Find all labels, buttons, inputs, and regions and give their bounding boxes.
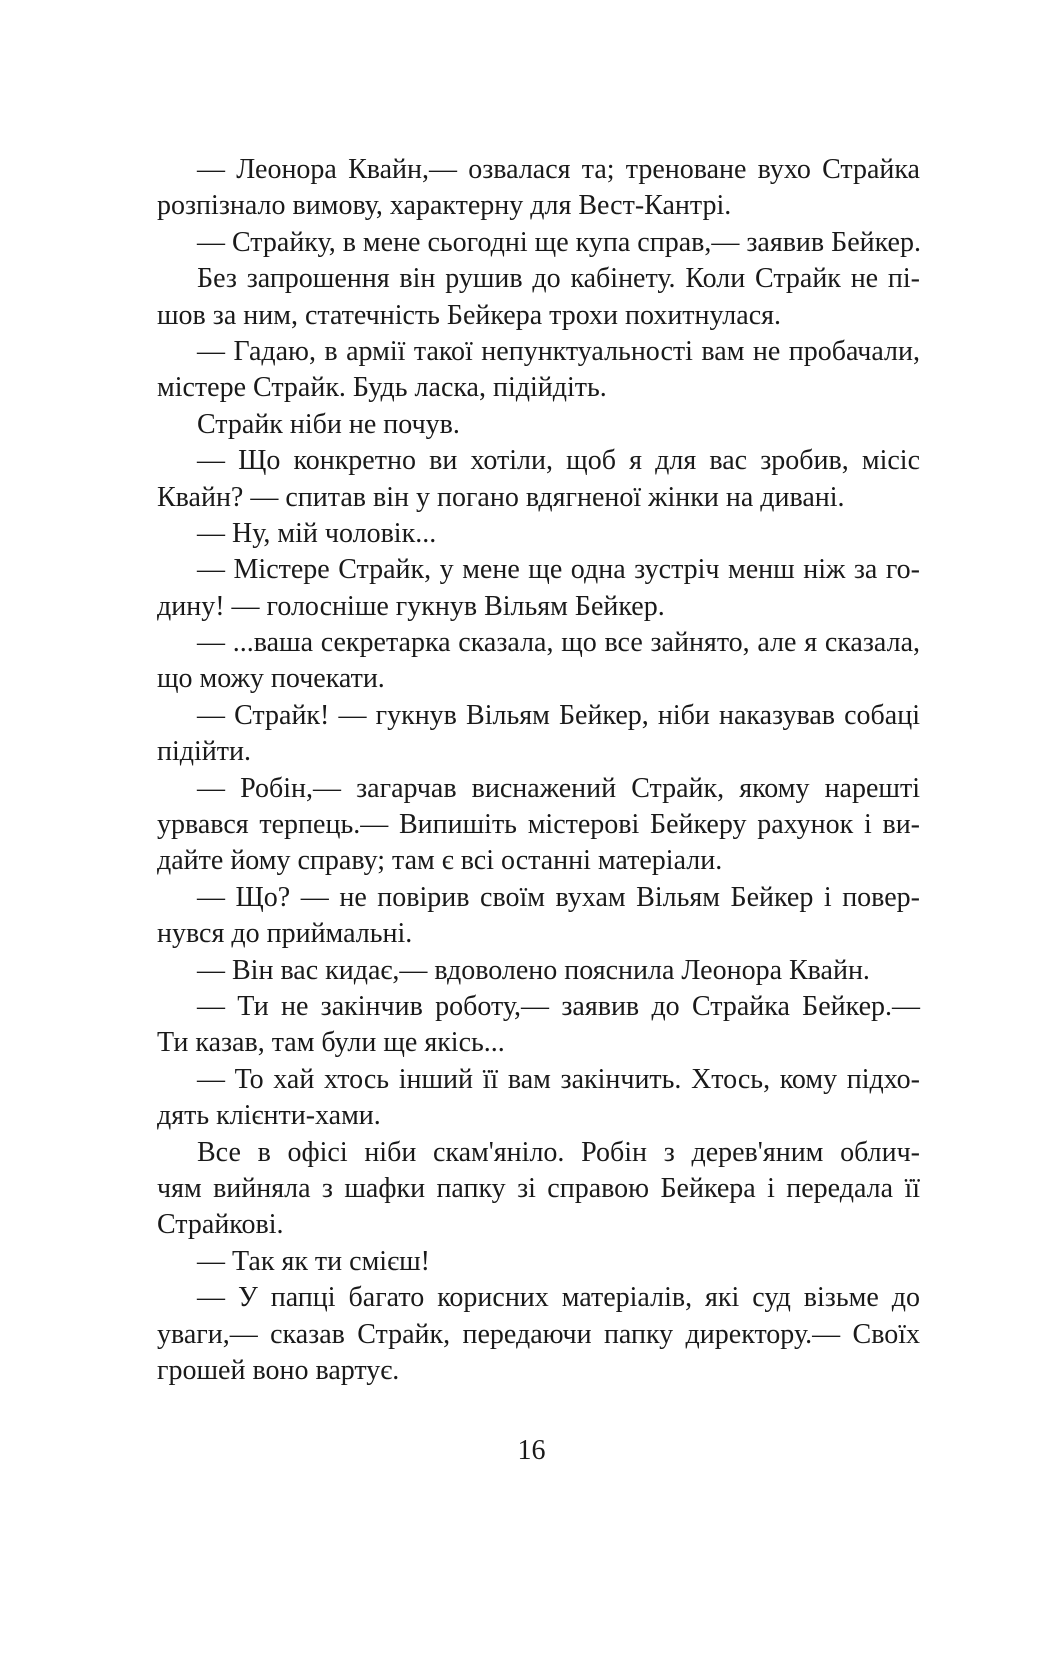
text-line: — Що? — не повірив своїм вухам Вільям Бейкер і повер- — [197, 881, 920, 913]
text-line: розпізнало вимову, характерну для Вест-Кантрі. — [157, 190, 732, 222]
text-line: Все в офісі ніби скам'яніло. Робін з дерев'яним облич- — [197, 1136, 920, 1168]
text-line: нувся до приймальні. — [157, 918, 413, 950]
text-line: — Робін,— загарчав виснажений Страйк, якому нарешті — [197, 772, 920, 804]
text-line: чям вийняла з шафки папку зі справою Бейкера і передала її — [157, 1172, 920, 1204]
text-line: — Ну, мій чоловік... — [197, 517, 437, 549]
text-line: Страйкові. — [157, 1209, 284, 1241]
text-line: підійти. — [157, 736, 251, 768]
text-line: — У папці багато корисних матеріалів, які суд візьме до — [197, 1282, 920, 1314]
text-line: — ...ваша секретарка сказала, що все зайнято, але я сказала, — [197, 627, 920, 659]
text-line: грошей воно вартує. — [157, 1354, 400, 1386]
text-line: — Гадаю, в армії такої непунктуальності вам не пробачали, — [197, 335, 920, 367]
text-line: шов за ним, статечність Бейкера трохи похитнулася. — [157, 299, 781, 331]
text-line: дину! — голосніше гукнув Вільям Бейкер. — [157, 590, 665, 622]
text-line: що можу почекати. — [157, 663, 385, 695]
text-line: — То хай хтось інший її вам закінчить. Хтось, кому підхо- — [197, 1063, 920, 1095]
text-line: урвався терпець.— Випишіть містерові Бейкеру рахунок і ви- — [157, 809, 920, 841]
text-line: Без запрошення він рушив до кабінету. Коли Страйк не пі- — [197, 263, 920, 295]
text-line: містере Страйк. Будь ласка, підійдіть. — [157, 372, 607, 404]
body-text — [157, 152, 920, 1389]
page-number: 16 — [517, 1435, 546, 1466]
text-line: уваги,— сказав Страйк, передаючи папку директору.— Своїх — [157, 1318, 920, 1350]
text-line: — Страйку, в мене сьогодні ще купа справ,— заявив Бейкер. — [197, 226, 921, 258]
text-line: — Страйк! — гукнув Вільям Бейкер, ніби наказував собаці — [197, 699, 920, 731]
text-line: — Леонора Квайн,— озвалася та; треноване вухо Страйка — [197, 154, 920, 185]
text-line: Страйк ніби не почув. — [197, 408, 460, 440]
text-line: — Що конкретно ви хотіли, щоб я для вас зробив, місіс — [197, 445, 920, 477]
text-line: дять клієнти-хами. — [157, 1100, 381, 1132]
text-line: — Так як ти смієш! — [197, 1245, 430, 1277]
text-line: Ти казав, там були ще якісь... — [157, 1027, 505, 1059]
text-line: Квайн? — спитав він у погано вдягненої жінки на дивані. — [157, 481, 845, 513]
text-line: — Містере Страйк, у мене ще одна зустріч менш ніж за го- — [197, 554, 920, 586]
text-line: дайте йому справу; там є всі останні матеріали. — [157, 845, 723, 877]
text-line: — Ти не закінчив роботу,— заявив до Страйка Бейкер.— — [197, 990, 920, 1022]
text-line: — Він вас кидає,— вдоволено пояснила Леонора Квайн. — [197, 954, 870, 986]
